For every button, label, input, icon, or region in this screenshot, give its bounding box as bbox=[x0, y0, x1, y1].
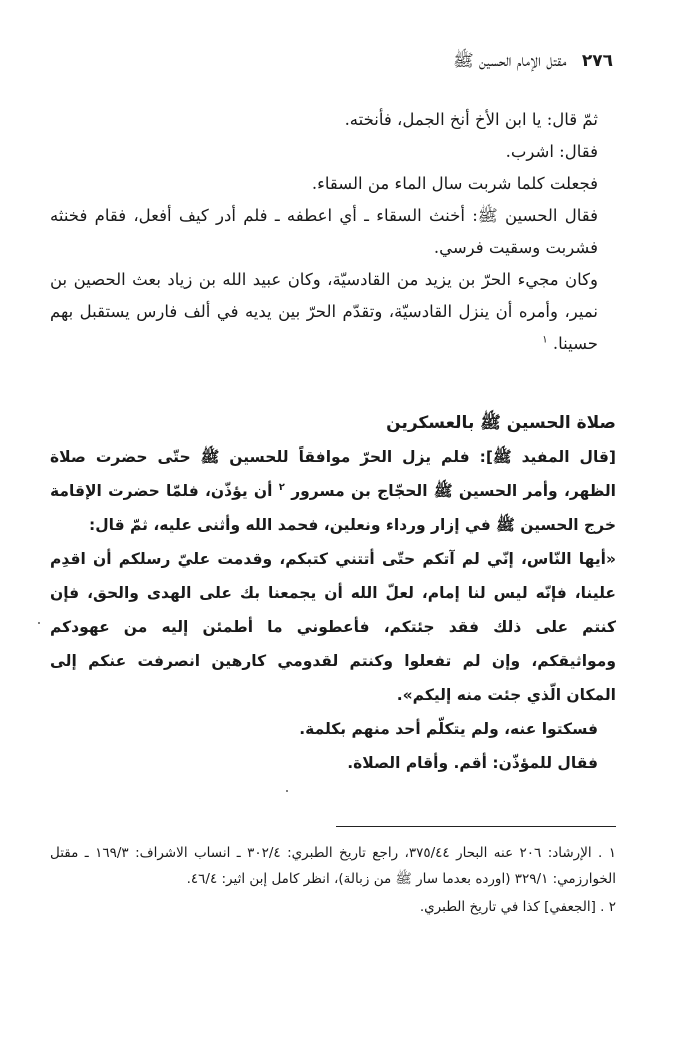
page-number: ٢٧٦ bbox=[581, 51, 613, 71]
running-title: مقتل الإمام الحسين ﷺ bbox=[453, 51, 567, 71]
running-header bbox=[453, 50, 613, 75]
footnote-divider bbox=[336, 826, 616, 827]
footnote-ref: ١ bbox=[542, 334, 548, 346]
paragraph: فسكتوا عنه، ولم يتكلّم أحد منهم بكلمة. bbox=[299, 720, 598, 738]
paragraph-text: وكان مجيء الحرّ بن يزيد من القادسيّة، وكان عبيد الله بن زياد بعث الحصين بن نمير، وأمره أن ينزل القادسيّة، وتقدّم الحرّ بين يديه في ألف فارس يستقبل بهم حسينا. bbox=[50, 270, 598, 353]
paragraph bbox=[50, 264, 616, 360]
paragraph: فقال الحسين ﷺ: أخنث السقاء ـ أي اعطفه ـ فلم أدر كيف أفعل، فقام فخنثه فشربت وسقيت فرسي. bbox=[50, 206, 598, 257]
section-title: صلاة الحسين ﷺ بالعسكرين bbox=[386, 413, 616, 433]
paragraph: فجعلت كلما شربت سال الماء من السقاء. bbox=[311, 174, 598, 193]
paragraph: فقال للمؤذّن: أقم. وأقام الصلاة. bbox=[347, 754, 598, 772]
paragraph bbox=[50, 440, 616, 542]
quoted-speech: «أيها النّاس، إنّي لم آتكم حتّى أتتني كتبكم، وقدمت عليّ رسلكم أن اقدِم علينا، فإنّه ليس لنا إمام، لعلّ الله أن يجمعنا بك على الهدى والحق، فإن كنتم على ذلك فقد جئتكم، فأعطوني ما أطمئن إليه من عهودكم ومواثيقكم، وإن لم تفعلوا وكنتم لقدومي كارهين انصرفت عنكم إلى المكان الّذي جئت منه إليكم». bbox=[50, 550, 616, 704]
paragraph-text: [قال المفيد ﷺ]: فلم يزل الحرّ موافقاً للحسين ﷺ حتّى حضرت صلاة الظهر، وأمر الحسين ﷺ الحجّاج بن مسرور bbox=[50, 448, 616, 500]
footnote-ref: ٢ bbox=[278, 481, 285, 493]
main-text bbox=[50, 104, 616, 780]
paragraph-text: أن يؤذّن، فلمّا حضرت الإقامة خرج الحسين ﷺ في إزار ورداء ونعلين، فحمد الله وأثنى عليه، ثمّ قال: bbox=[50, 482, 616, 534]
footnote: ٢ . [الجعفي] كذا في تاريخ الطبري. bbox=[419, 899, 616, 915]
footnotes bbox=[50, 840, 616, 922]
paragraph: فقال: اشرب. bbox=[505, 142, 598, 161]
footnote: ١ . الإرشاد: ٢٠٦ عنه البحار ٣٧٥/٤٤، راجع تاريخ الطبري: ٣٠٢/٤ ـ انساب الاشراف: ١٦٩/٣ ـ مقتل الخوارزمي: ٣٢٩/١ (اورده بعدما سار ﷺ من زبالة)، انظر كامل إبن اثير: ٤٦/٤. bbox=[50, 845, 617, 887]
speck-mark bbox=[286, 790, 288, 792]
paragraph: ثمّ قال: يا ابن الأخ أنخ الجمل، فأنخته. bbox=[344, 110, 598, 129]
speck-mark bbox=[38, 622, 40, 624]
